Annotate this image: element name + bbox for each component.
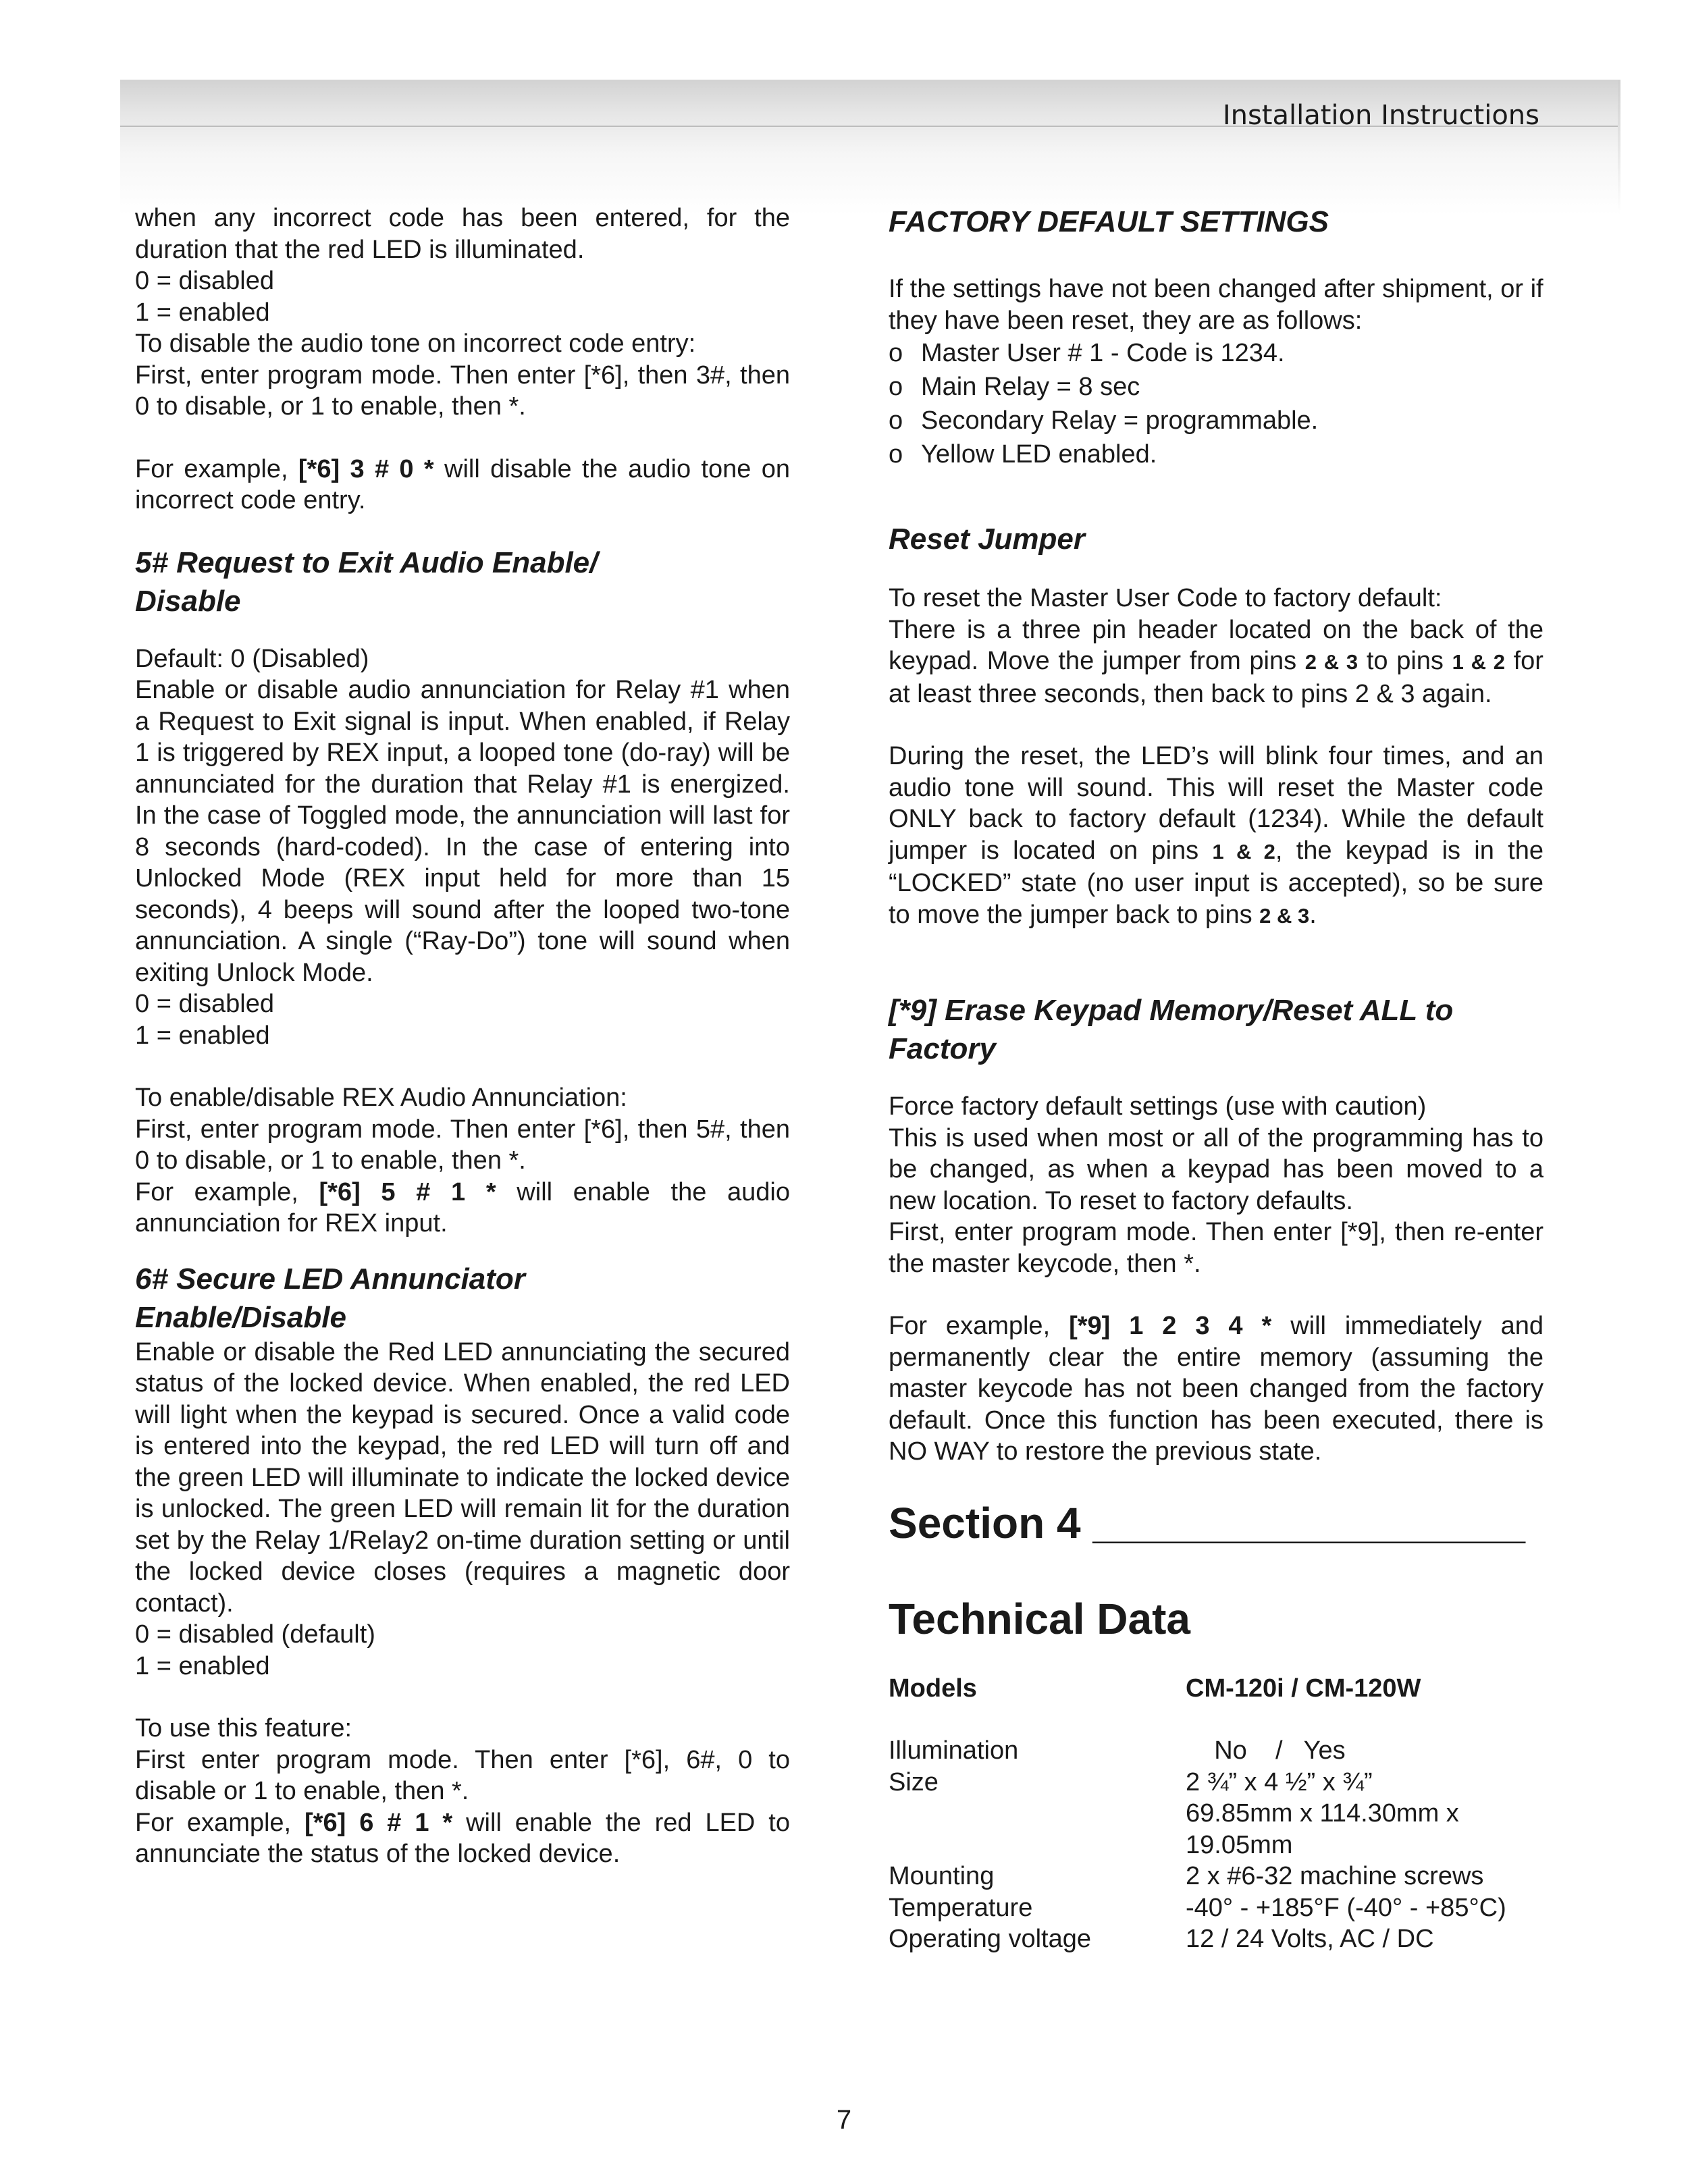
erase-example-code: [*9] 1 2 3 4 *: [1069, 1312, 1272, 1340]
bullet-icon: o: [889, 339, 903, 367]
s6-option-enabled: 1 = enabled: [135, 1651, 270, 1680]
bullet-icon: o: [889, 440, 903, 469]
table-row: Operating voltage 12 / 24 Volts, AC / DC: [889, 1925, 1434, 1953]
option-enabled: 1 = enabled: [135, 298, 270, 327]
erase-memory-heading: [*9] Erase Keypad Memory/Reset ALL to Factory: [889, 994, 1454, 1065]
s6-use-body: First enter program mode. Then enter [*6], 6#, 0 to disable or 1 to enable, then *.: [135, 1745, 790, 1805]
erase-body: This is used when most or all of the programming has to be changed, as when a keypad has been moved to a new location. To reset to factory defaults.: [889, 1123, 1544, 1215]
s6-body: Enable or disable the Red LED annunciating the secured status of the locked device. When enabled, the red LED will light when the keypad is secured. Once a valid code is entered into the keypad, the red LED will turn off and the green LED will illuminate to indicate the locked device is unlocked. The green LED will remain lit for the duration set by the Relay 1/Relay2 on-time duration setting or until the locked device closes (requires a magnetic door contact).: [135, 1337, 790, 1618]
models-label: Models: [889, 1674, 977, 1703]
header-edge: [1618, 80, 1620, 215]
models-value: CM-120i / CM-120W: [1186, 1674, 1421, 1703]
s6-option-disabled: 0 = disabled (default): [135, 1620, 375, 1649]
bullet-icon: o: [889, 373, 903, 401]
table-row: Size 2 ¾” x 4 ½” x ¾”: [889, 1767, 1373, 1796]
s5-example-code: [*6] 5 # 1 *: [319, 1177, 496, 1206]
reset-para2: During the reset, the LED’s will blink four times, and an audio tone will sound. This will reset the Master code ONLY back to factory default (1234). While the default jumper is located on pins 1 & 2, the keypad is in the “LOCKED” state (no user input is accepted), so be sure to move the jumper back to pins 2 & 3.: [889, 742, 1544, 929]
example-paragraph: For example, [*6] 3 # 0 * will disable the audio tone on incorrect code entry.: [135, 454, 790, 514]
list-item: o Master User # 1 - Code is 1234.: [889, 336, 1544, 370]
header-title: Installation Instructions: [1222, 100, 1539, 131]
erase-howto: First, enter program mode. Then enter [*9], then re-enter the master keycode, then *.: [889, 1218, 1544, 1278]
page-number: 7: [836, 2105, 852, 2135]
tech-table: [889, 1654, 1544, 1955]
left-column: [135, 203, 790, 1870]
s5-howto: First, enter program mode. Then enter [*6], then 5#, then 0 to disable, or 1 to enable, then *.: [135, 1115, 790, 1175]
reset-line1: To reset the Master User Code to factory default:: [889, 584, 1442, 612]
table-row: Mounting 2 x #6-32 machine screws: [889, 1862, 1484, 1890]
s5-option-disabled: 0 = disabled: [135, 990, 274, 1018]
example-code: [*6] 3 # 0 *: [298, 454, 434, 483]
list-item: o Yellow LED enabled.: [889, 437, 1544, 471]
s5-option-enabled: 1 = enabled: [135, 1021, 270, 1050]
s6-example: For example, [*6] 6 # 1 * will enable the red LED to annunciate the status of the locked device.: [135, 1808, 790, 1868]
table-row: 19.05mm: [1186, 1830, 1293, 1859]
s6-use-title: To use this feature:: [135, 1714, 352, 1742]
reset-para1: There is a three pin header located on the back of the keypad. Move the jumper from pins 2 & 3 to pins 1 & 2 for at least three seconds, then back to pins 2 & 3 again.: [889, 615, 1544, 708]
s5-default: Default: 0 (Disabled): [135, 644, 369, 673]
section-5-heading: 5# Request to Exit Audio Enable/ Disable: [135, 545, 598, 618]
section-4-heading: Section 4 __________________: [889, 1498, 1525, 1547]
s5-body: Enable or disable audio annunciation for Relay #1 when a Request to Exit signal is input. When enabled, if Relay 1 is triggered by REX input, a looped tone (do-ray) will be annunciated for the duration that Relay #1 is energized. In the case of Toggled mode, the annunciation will last for 8 seconds (hard-coded). In the case of entering into Unlocked Mode (REX input held for more than 15 seconds), 4 beeps will sound after the looped two-tone annunciation. A single (“Ray-Do”) tone will sound when exiting Unlock Mode.: [135, 676, 790, 987]
intro-text: when any incorrect code has been entered, for the duration that the red LED is illuminated.: [135, 204, 790, 264]
right-column: [889, 203, 1544, 1955]
reset-jumper-heading: Reset Jumper: [889, 523, 1086, 556]
option-disabled: 0 = disabled: [135, 267, 274, 295]
list-item: o Main Relay = 8 sec: [889, 370, 1544, 404]
erase-example: For example, [*9] 1 2 3 4 * will immediately and permanently clear the entire memory (assuming the master keycode has not been changed from the factory default. Once this function has been executed, there is NO WAY to restore the previous state.: [889, 1312, 1544, 1466]
table-row: Temperature -40° - +185°F (-40° - +85°C): [889, 1893, 1506, 1922]
factory-defaults-heading: FACTORY DEFAULT SETTINGS: [889, 205, 1329, 238]
s5-example: For example, [*6] 5 # 1 * will enable the audio annunciation for REX input.: [135, 1177, 790, 1237]
howto-text: First, enter program mode. Then enter [*6], then 3#, then 0 to disable, or 1 to enable, then *.: [135, 361, 790, 421]
factory-intro: If the settings have not been changed after shipment, or if they have been reset, they are as follows:: [889, 275, 1544, 335]
erase-line1: Force factory default settings (use with caution): [889, 1092, 1427, 1121]
list-item: o Secondary Relay = programmable.: [889, 404, 1544, 437]
bullet-icon: o: [889, 406, 903, 435]
s5-howto-title: To enable/disable REX Audio Annunciation:: [135, 1084, 627, 1112]
table-row: [889, 1673, 1544, 1705]
section-6-heading: 6# Secure LED Annunciator Enable/Disable: [135, 1262, 525, 1334]
table-row: Illumination No / Yes: [889, 1736, 1346, 1765]
table-row: 69.85mm x 114.30mm x: [1186, 1799, 1459, 1828]
s6-example-code: [*6] 6 # 1 *: [305, 1808, 453, 1837]
factory-list: [889, 336, 1544, 471]
howto-title: To disable the audio tone on incorrect code entry:: [135, 329, 696, 358]
technical-data-heading: Technical Data: [889, 1594, 1190, 1643]
